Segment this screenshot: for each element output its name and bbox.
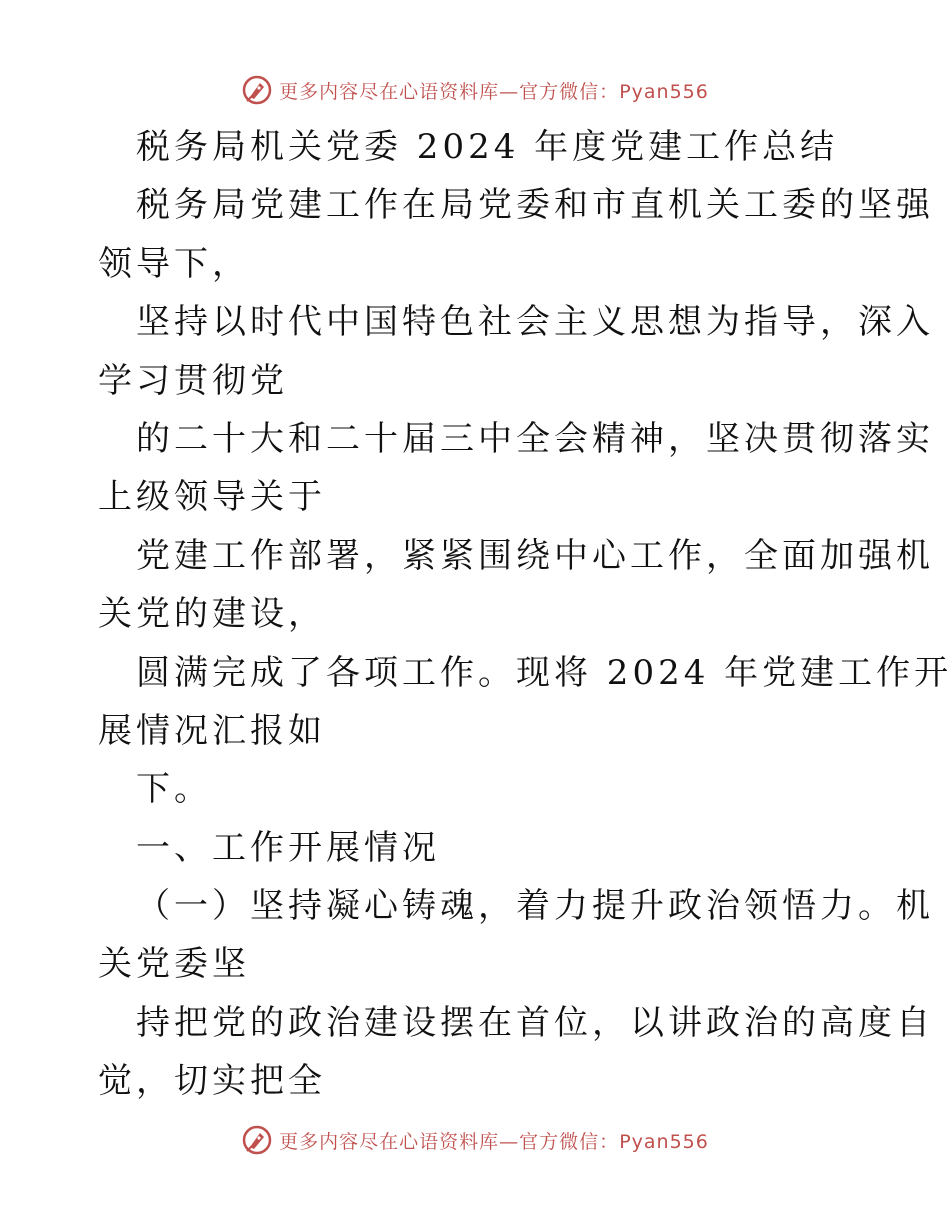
document-line: 党建工作部署，紧紧围绕中心工作，全面加强机: [136, 535, 934, 576]
document-line: 税务局党建工作在局党委和市直机关工委的坚强: [136, 185, 934, 226]
banner-wechat-id: Pyan556: [619, 80, 709, 103]
banner-main-text: 更多内容尽在心语资料库: [279, 80, 500, 103]
banner-wechat-label: 官方微信：: [519, 80, 620, 103]
banner-main-text: 更多内容尽在心语资料库: [279, 1130, 500, 1153]
subsection-heading: （一）坚持凝心铸魂，着力提升政治领悟力。机: [136, 886, 934, 927]
banner-separator: —: [499, 80, 520, 103]
banner-separator: —: [499, 1130, 520, 1153]
banner-wechat-label: 官方微信：: [519, 1130, 620, 1153]
banner-wechat-id: Pyan556: [619, 1130, 709, 1153]
document-title: 税务局机关党委 2024 年度党建工作总结: [136, 127, 839, 167]
document-line: 上级领导关于: [98, 477, 326, 518]
section-heading: 一、工作开展情况: [136, 827, 440, 868]
document-line: 觉，切实把全: [98, 1061, 326, 1102]
pen-nib-logo-icon: [241, 74, 273, 106]
pen-nib-logo-icon: [241, 1124, 273, 1156]
document-line: 持把党的政治建设摆在首位，以讲政治的高度自: [136, 1002, 934, 1043]
document-line: 坚持以时代中国特色社会主义思想为指导，深入: [136, 302, 934, 343]
document-line: 展情况汇报如: [98, 710, 326, 751]
document-line: 下。: [136, 769, 212, 810]
header-banner: [0, 70, 950, 110]
document-line: 关党的建设，: [98, 594, 326, 635]
document-line: 学习贯彻党: [98, 360, 288, 401]
document-body: [98, 118, 952, 1111]
document-line: 圆满完成了各项工作。现将 2024 年党建工作开: [136, 652, 952, 693]
footer-banner: [0, 1120, 950, 1160]
document-line: 关党委坚: [98, 944, 250, 985]
document-line: 领导下，: [98, 243, 250, 284]
document-line: 的二十大和二十届三中全会精神，坚决贯彻落实: [136, 418, 934, 459]
